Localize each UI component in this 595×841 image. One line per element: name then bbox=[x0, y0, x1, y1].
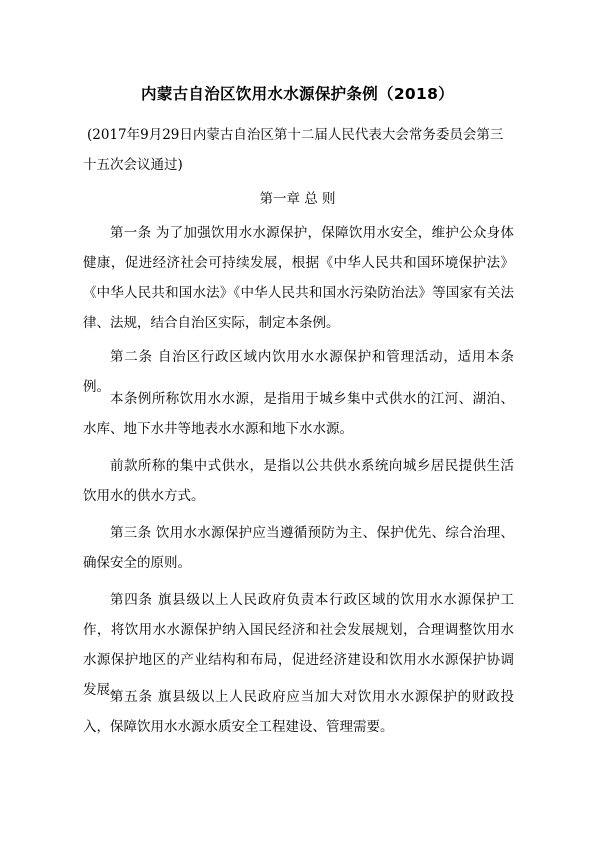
article-5-paragraph: 第五条 旗县级以上人民政府应当加大对饮用水水源保护的财政投入，保障饮用水水源水质安全工程建设、管理需要。 bbox=[83, 689, 514, 735]
definition-paragraph: 本条例所称饮用水水源，是指用于城乡集中式供水的江河、湖泊、水库、地下水井等地表水水源和地下水水源。 bbox=[83, 391, 514, 437]
central-supply-paragraph: 前款所称的集中式供水，是指以公共供水系统向城乡居民提供生活饮用水的供水方式。 bbox=[83, 458, 514, 504]
document-title: 内蒙古自治区饮用水水源保护条例（2018） bbox=[141, 85, 454, 103]
article-2-paragraph: 第二条 自治区行政区域内饮用水水源保护和管理活动，适用本条例。 bbox=[83, 349, 514, 395]
article-4-paragraph: 第四条 旗县级以上人民政府负责本行政区域的饮用水水源保护工作，将饮用水水源保护纳入国民经济和社会发展规划，合理调整饮用水水源保护地区的产业结构和布局，促进经济建设和饮用水水源保护协调发展。 bbox=[83, 592, 514, 698]
article-1-paragraph: 第一条 为了加强饮用水水源保护，保障饮用水安全，维护公众身体健康，促进经济社会可持续发展，根据《中华人民共和国环境保护法》《中华人民共和国水法》《中华人民共和国水污染防治法》等国家有关法律、法规，结合自治区实际，制定本条例。 bbox=[83, 225, 514, 331]
article-3-paragraph: 第三条 饮用水水源保护应当遵循预防为主、保护优先、综合治理、确保安全的原则。 bbox=[83, 525, 514, 571]
chapter-heading: 第一章 总 则 bbox=[259, 191, 336, 207]
adoption-note: (2017年9月29日内蒙古自治区第十二届人民代表大会常务委员会第三十五次会议通过) bbox=[83, 127, 504, 173]
